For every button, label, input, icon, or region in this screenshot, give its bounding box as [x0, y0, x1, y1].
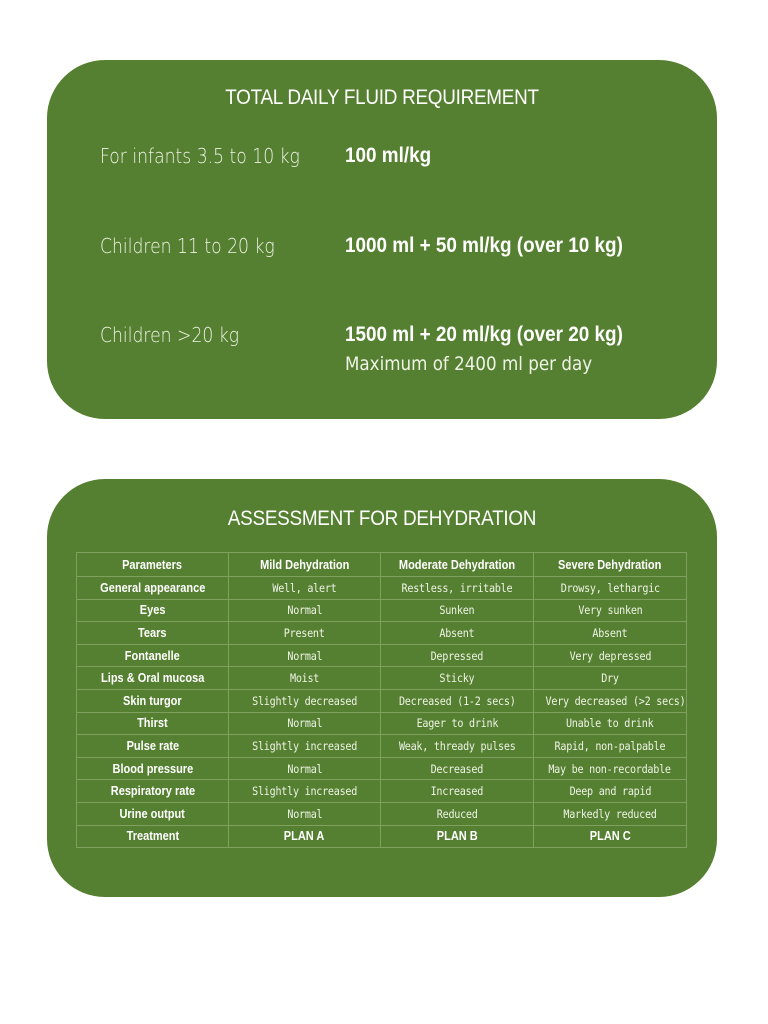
column-header: Moderate Dehydration — [381, 553, 534, 577]
table-row — [77, 802, 687, 825]
table-cell: Very depressed — [534, 644, 687, 667]
parameter-cell: Fontanelle — [77, 644, 229, 667]
dehydration-card-title: ASSESSMENT FOR DEHYDRATION — [227, 507, 537, 530]
table-cell: Normal — [229, 644, 381, 667]
table-cell: Decreased (1-2 secs) — [381, 689, 534, 712]
parameter-cell: Urine output — [77, 802, 229, 825]
parameter-cell: Blood pressure — [77, 757, 229, 780]
fluid-row-value: 1500 ml + 20 ml/kg (over 20 kg) — [345, 323, 623, 346]
fluid-row-label: Children 11 to 20 kg — [100, 234, 275, 258]
parameter-cell: Tears — [77, 622, 229, 645]
dehydration-table — [76, 552, 687, 848]
table-cell: Unable to drink — [534, 712, 687, 735]
table-cell: Restless, irritable — [381, 577, 534, 600]
table-cell: Normal — [229, 757, 381, 780]
fluid-requirement-card — [47, 60, 717, 419]
parameter-cell: Skin turgor — [77, 689, 229, 712]
table-row — [77, 689, 687, 712]
table-header-row — [77, 553, 687, 577]
table-cell: PLAN B — [381, 825, 534, 848]
fluid-row-value: 100 ml/kg — [345, 144, 432, 167]
fluid-row-label: For infants 3.5 to 10 kg — [100, 144, 300, 168]
table-cell: Moist — [229, 667, 381, 690]
parameter-cell: Treatment — [77, 825, 229, 848]
column-header: Severe Dehydration — [534, 553, 687, 577]
table-cell: Dry — [534, 667, 687, 690]
table-row — [77, 667, 687, 690]
column-header: Mild Dehydration — [229, 553, 381, 577]
table-cell: Weak, thready pulses — [381, 735, 534, 758]
table-cell: Normal — [229, 802, 381, 825]
table-cell: Depressed — [381, 644, 534, 667]
table-cell: Markedly reduced — [534, 802, 687, 825]
dehydration-assessment-card — [47, 479, 717, 897]
table-cell: Sunken — [381, 599, 534, 622]
table-row — [77, 622, 687, 645]
table-cell: Rapid, non-palpable — [534, 735, 687, 758]
table-cell: Absent — [534, 622, 687, 645]
table-cell: May be non-recordable — [534, 757, 687, 780]
fluid-row-value: 1000 ml + 50 ml/kg (over 10 kg) — [345, 234, 623, 257]
parameter-cell: Lips & Oral mucosa — [77, 667, 229, 690]
table-row — [77, 735, 687, 758]
table-row — [77, 577, 687, 600]
table-cell: Decreased — [381, 757, 534, 780]
table-row — [77, 780, 687, 803]
fluid-row-label: Children >20 kg — [100, 323, 240, 347]
table-cell: Slightly decreased — [229, 689, 381, 712]
table-row — [77, 644, 687, 667]
table-cell: Absent — [381, 622, 534, 645]
parameter-cell: Respiratory rate — [77, 780, 229, 803]
table-cell: Drowsy, lethargic — [534, 577, 687, 600]
table-cell: Present — [229, 622, 381, 645]
column-header: Parameters — [77, 553, 229, 577]
table-row — [77, 599, 687, 622]
table-cell: Normal — [229, 599, 381, 622]
parameter-cell: Pulse rate — [77, 735, 229, 758]
table-cell: Very sunken — [534, 599, 687, 622]
parameter-cell: Thirst — [77, 712, 229, 735]
table-cell: Deep and rapid — [534, 780, 687, 803]
fluid-row-note: Maximum of 2400 ml per day — [345, 353, 593, 375]
table-cell: Slightly increased — [229, 780, 381, 803]
dehydration-table-body — [77, 577, 687, 848]
table-cell: Slightly increased — [229, 735, 381, 758]
parameter-cell: Eyes — [77, 599, 229, 622]
table-row — [77, 712, 687, 735]
table-cell: Very decreased (>2 secs) — [534, 689, 687, 712]
table-cell: Well, alert — [229, 577, 381, 600]
table-cell: Reduced — [381, 802, 534, 825]
table-row — [77, 757, 687, 780]
table-cell: Eager to drink — [381, 712, 534, 735]
table-cell: Normal — [229, 712, 381, 735]
parameter-cell: General appearance — [77, 577, 229, 600]
table-cell: Sticky — [381, 667, 534, 690]
fluid-card-title: TOTAL DAILY FLUID REQUIREMENT — [225, 86, 539, 109]
table-cell: PLAN C — [534, 825, 687, 848]
table-row — [77, 825, 687, 848]
table-cell: PLAN A — [229, 825, 381, 848]
table-cell: Increased — [381, 780, 534, 803]
